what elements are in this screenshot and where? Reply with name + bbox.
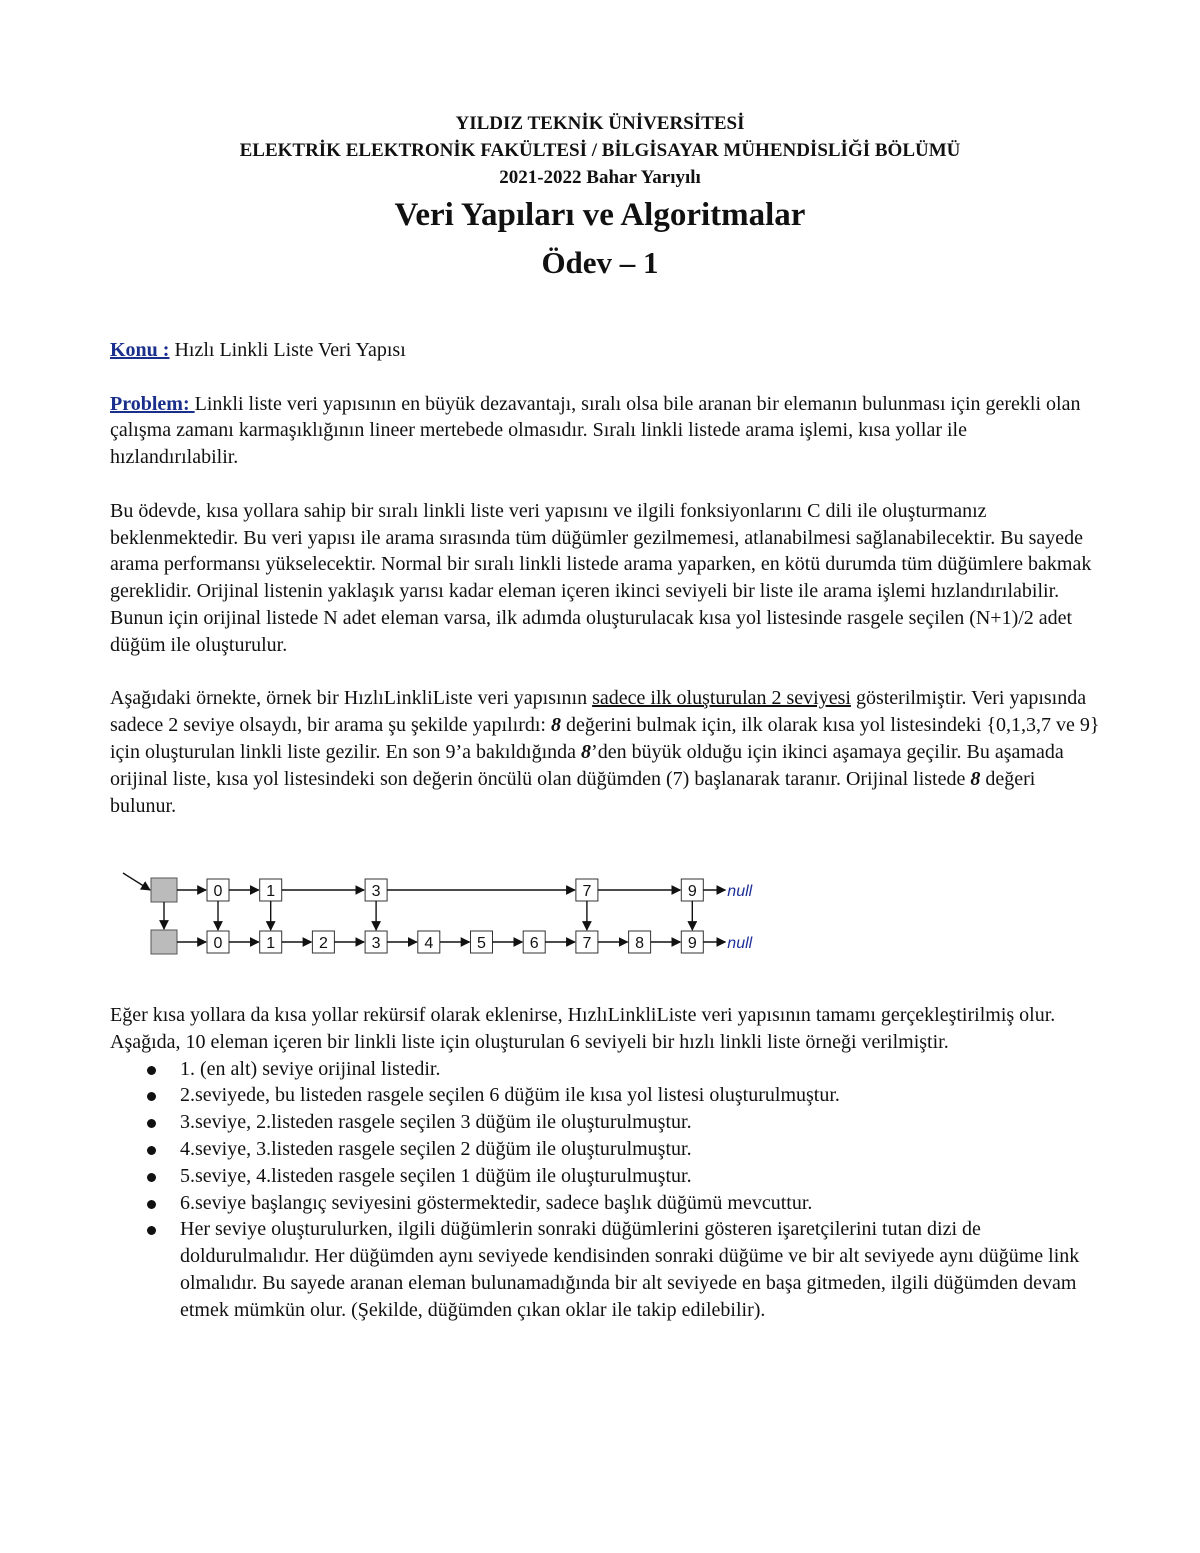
example-text-3: değerini bulmak için, ilk olarak kısa yol listesindeki {0,1,3,7 ve 9} için oluşturulan linkli liste gezilir. En son 9’a bakıldığında — [110, 714, 1100, 763]
bottom-node-label: 2 — [318, 935, 328, 952]
course-title: Veri Yapıları ve Algoritmalar — [394, 197, 806, 233]
bottom-node-label: 6 — [529, 935, 539, 952]
bullet-icon — [147, 1146, 156, 1155]
bullet-icon — [147, 1066, 156, 1075]
example-value-8c: 8 — [970, 767, 981, 790]
bottom-node-label: 7 — [582, 935, 592, 952]
example-text-2: gösterilmiştir. Veri yapısında sadece 2 seviye olsaydı, bir arama şu şekilde yapılırdı: — [110, 687, 1087, 737]
document-body — [110, 337, 1100, 819]
bottom-node-label: 4 — [424, 935, 434, 952]
list-item-text: 5.seviye, 4.listeden rasgele seçilen 1 düğüm ile oluşturulmuştur. — [180, 1164, 692, 1187]
bottom-head-node — [151, 930, 177, 954]
example-paragraph — [110, 685, 1100, 819]
assignment-title: Ödev – 1 — [541, 245, 659, 280]
recursive-paragraph: Eğer kısa yollara da kısa yollar rekürsif olarak eklenirse, HızlıLinkliListe veri yapısının tamamı gerçekleştirilmiş olur. Aşağıda, 10 eleman içeren bir linkli liste için oluşturulan 6 seviyeli bir hızlı linkli liste örneği verilmiştir. — [110, 1004, 1056, 1053]
top-node-label: 9 — [687, 883, 697, 900]
top-node-label: 3 — [371, 883, 381, 900]
assignment-description: Bu ödevde, kısa yollara sahip bir sıralı linkli liste veri yapısını ve ilgili fonksiyonlarını C dili ile oluşturmanız beklenmektedir. Bu veri yapısı ile arama sırasında tüm düğümler gezilmemesi, atlanabilmesi sağlanabilecektir. Bu sayede arama performansı yükselecektir. Normal bir sıralı linkli listede arama yaparken, en kötü durumda tüm düğümlere bakmak gereklidir. Orijinal listenin yaklaşık yarısı kadar eleman içeren ikinci seviyeli bir liste ile arama işlemi hızlandırılabilir. Bunun için orijinal listede N adet eleman varsa, ilk adımda oluşturulacak kısa yol listesinde rasgele seçilen (N+1)/2 adet düğüm ile oluşturulur. — [110, 499, 1092, 656]
list-item-text: 2.seviyede, bu listeden rasgele seçilen 6 düğüm ile kısa yol listesi oluşturulmuştur. — [180, 1084, 840, 1107]
topic-line — [110, 337, 1100, 364]
example-value-8a: 8 — [550, 714, 561, 737]
list-item-text: 3.seviye, 2.listeden rasgele seçilen 3 düğüm ile oluşturulmuştur. — [180, 1111, 692, 1134]
topic-label: Konu : — [110, 339, 170, 361]
bottom-null-label: null — [727, 935, 753, 952]
topic-text: Hızlı Linkli Liste Veri Yapısı — [169, 339, 406, 361]
example-text-5: değeri bulunur. — [110, 767, 1036, 817]
top-node-label: 1 — [266, 883, 276, 900]
top-node-label: 0 — [213, 883, 223, 900]
term: 2021-2022 Bahar Yarıyılı — [499, 167, 701, 188]
top-head-node — [151, 878, 177, 902]
list-item-text: 1. (en alt) seviye orijinal listedir. — [180, 1057, 441, 1080]
bottom-node-label: 5 — [477, 935, 486, 952]
problem-label: Problem: — [110, 392, 195, 415]
bottom-node-label: 8 — [635, 935, 645, 952]
example-underlined: sadece ilk oluşturulan 2 seviyesi — [592, 687, 851, 710]
list-item — [110, 1056, 1100, 1083]
bullet-icon — [147, 1092, 156, 1101]
list-item — [110, 1216, 1100, 1323]
document-body-continued — [110, 1002, 1100, 1324]
example-text-4: ’den büyük olduğu için ikinci aşamaya geçilir. Bu aşamada orijinal liste, kısa yol listesindeki son değerin öncülü olan düğümden (7) başlanarak taranır. Orijinal listede — [110, 740, 1064, 790]
problem-paragraph — [110, 391, 1100, 471]
list-item — [110, 1109, 1100, 1136]
bottom-node-label: 9 — [687, 935, 697, 952]
bullet-icon — [147, 1173, 156, 1182]
entry-arrow — [123, 873, 150, 890]
problem-text: Linkli liste veri yapısının en büyük dezavantajı, sıralı olsa bile aranan bir elemanın bulunması için gerekli olan çalışma zamanı karmaşıklığının lineer mertebede olmasıdır. Sıralı linkli listede arama işlemi, kısa yollar ile hızlandırılabilir. — [110, 392, 1081, 469]
top-node-label: 7 — [582, 883, 592, 900]
list-item — [110, 1136, 1100, 1163]
example-text-1: Aşağıdaki örnekte, örnek bir HızlıLinkliListe veri yapısının — [110, 687, 593, 710]
level-list — [110, 1056, 1100, 1324]
list-item — [110, 1163, 1100, 1190]
top-null-label: null — [727, 883, 753, 900]
document-header — [0, 110, 1200, 285]
bullet-icon — [147, 1226, 156, 1235]
bullet-icon — [147, 1119, 156, 1128]
list-item-text: Her seviye oluşturulurken, ilgili düğümlerin sonraki düğümlerini gösteren işaretçilerini tutan dizi de doldurulmalıdır. Her düğümden aynı seviyede kendisinden sonraki düğüme ve bir alt seviyede aynı düğüme link olmalıdır. Bu sayede aranan eleman bulunamadığında bir alt seviyede en başa gitmeden, ilgili düğümden devam etmek mümkün olur. (Şekilde, düğümden çıkan oklar ile takip edilebilir). — [180, 1218, 1080, 1321]
list-item-text: 6.seviye başlangıç seviyesini göstermektedir, sadece başlık düğümü mevcuttur. — [180, 1191, 813, 1214]
bottom-node-label: 1 — [266, 935, 276, 952]
skip-list-diagram — [115, 868, 775, 968]
bottom-node-label: 0 — [213, 935, 223, 952]
faculty-name: ELEKTRİK ELEKTRONİK FAKÜLTESİ / BİLGİSAYAR MÜHENDİSLİĞİ BÖLÜMÜ — [239, 140, 961, 161]
list-item — [110, 1082, 1100, 1109]
university-name: YILDIZ TEKNİK ÜNİVERSİTESİ — [455, 113, 745, 134]
list-item-text: 4.seviye, 3.listeden rasgele seçilen 2 düğüm ile oluşturulmuştur. — [180, 1137, 692, 1160]
example-value-8b: 8 — [581, 740, 592, 763]
bottom-node-label: 3 — [371, 935, 381, 952]
bullet-icon — [147, 1200, 156, 1209]
list-item — [110, 1190, 1100, 1217]
